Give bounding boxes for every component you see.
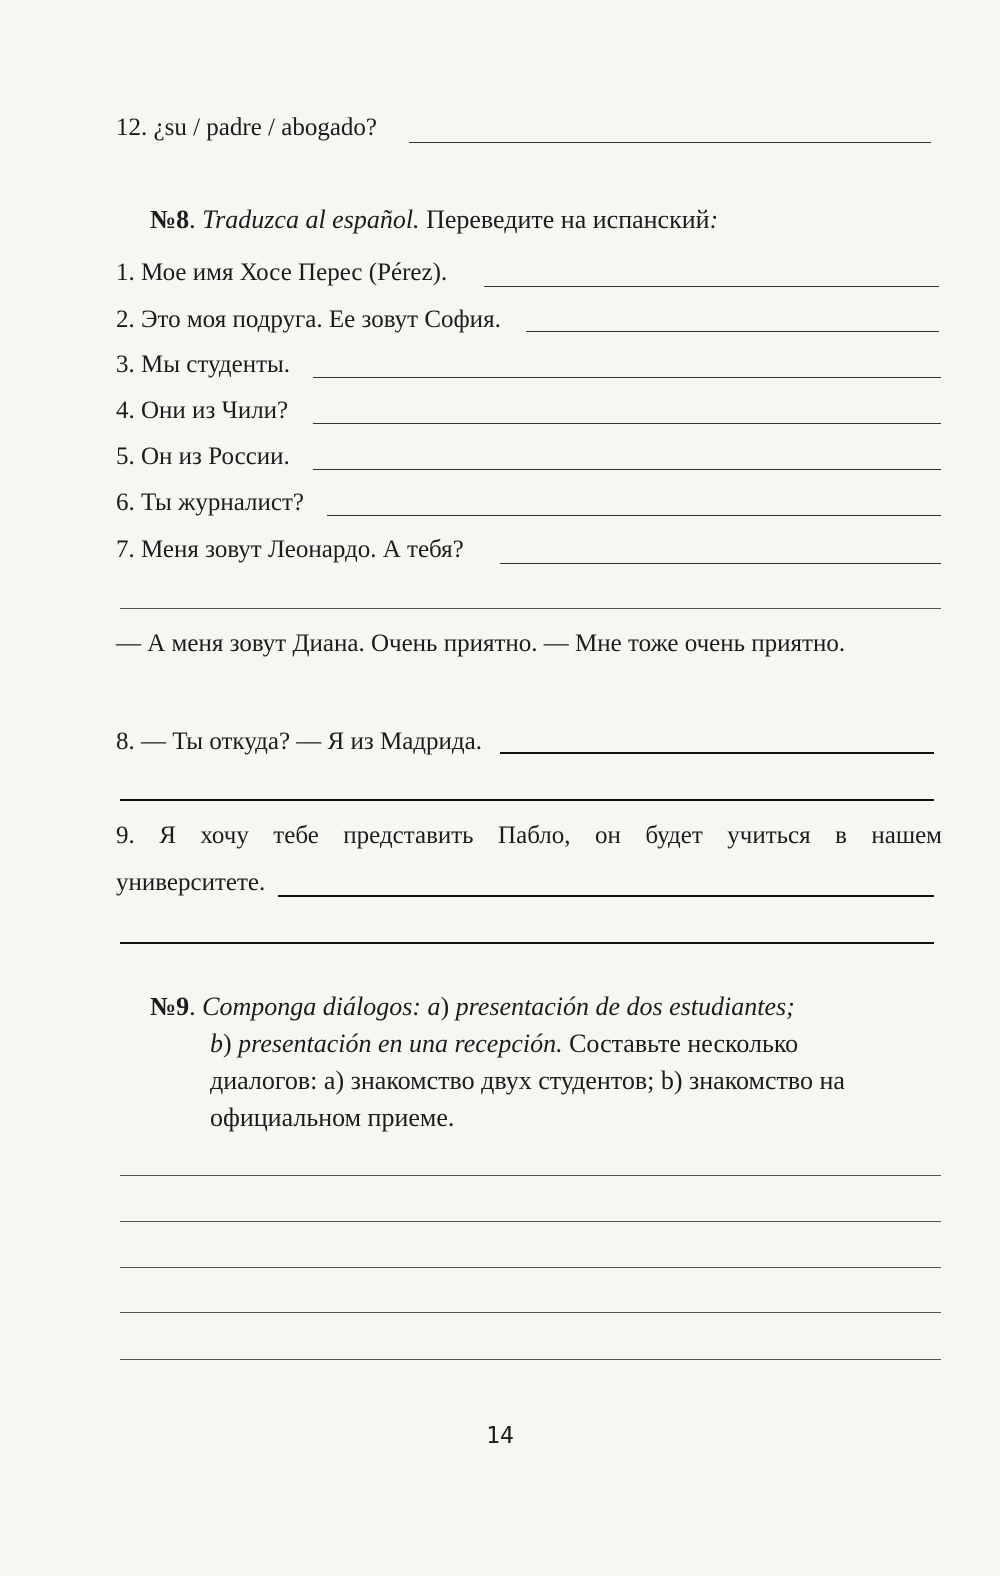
task-8-item-4: 4. Они из Чили? — [116, 397, 289, 424]
answer-line-7b[interactable] — [120, 608, 941, 609]
answer-line-6[interactable] — [327, 515, 941, 516]
answer-line-2[interactable] — [526, 331, 939, 332]
answer-line-dialog-2[interactable] — [120, 1221, 941, 1222]
answer-line-3[interactable] — [313, 377, 941, 378]
task-8-item-2: 2. Это моя подруга. Ее зовут София. — [116, 306, 501, 333]
task-9-line-4: официальном приеме. — [210, 1103, 455, 1132]
answer-line-9b[interactable] — [120, 942, 934, 944]
answer-line-5[interactable] — [313, 469, 941, 470]
task-8-item-8: 8. — Ты откуда? — Я из Мадрида. — [116, 728, 482, 755]
task-8-number: №8 — [150, 205, 190, 234]
task-8-title-es: Traduzca al español. — [202, 205, 420, 234]
task-8-item-9-line-2: университете. — [116, 869, 266, 896]
answer-line-8b[interactable] — [120, 799, 934, 801]
task-8-item-9-line-1: 9. Я хочу тебе представить Пабло, он будет учиться в нашем — [116, 822, 942, 849]
answer-line-dialog-1[interactable] — [120, 1175, 941, 1176]
item-12-text: 12. ¿su / padre / abogado? — [116, 114, 378, 141]
task-8-item-5: 5. Он из России. — [116, 443, 290, 470]
task-9-line-1: №9. Componga diálogos: a) presentación de dos estudiantes; — [150, 992, 795, 1021]
task-9-line-3: диалогов: a) знакомство двух студентов; b) знакомство на — [210, 1066, 845, 1095]
task-8-item-7: 7. Меня зовут Леонардо. А тебя? — [116, 536, 464, 563]
answer-line-dialog-3[interactable] — [120, 1267, 941, 1268]
answer-line-8[interactable] — [500, 752, 934, 754]
task-8-dialog-line: — А меня зовут Диана. Очень приятно. — Мне тоже очень приятно. — [116, 630, 846, 657]
task-8-item-1: 1. Мое имя Хосе Перес (Pérez). — [116, 259, 448, 286]
answer-line-7[interactable] — [500, 563, 941, 564]
answer-line-9[interactable] — [278, 895, 934, 897]
page-number: 14 — [486, 1423, 514, 1449]
answer-line-dialog-5[interactable] — [120, 1359, 941, 1360]
task-8-item-3: 3. Мы студенты. — [116, 351, 291, 378]
task-8-item-6: 6. Ты журналист? — [116, 489, 305, 516]
answer-line-1[interactable] — [484, 286, 939, 287]
task-8-heading: №8. Traduzca al español. Переведите на испанский: — [150, 205, 719, 234]
answer-line-12[interactable] — [409, 142, 931, 143]
answer-line-4[interactable] — [313, 423, 941, 424]
answer-line-dialog-4[interactable] — [120, 1312, 941, 1313]
task-9-line-2: b) presentación en una recepción. Составьте несколько — [210, 1029, 799, 1058]
task-9-number: №9 — [150, 992, 190, 1021]
task-8-title-ru: Переведите на испанский — [426, 205, 710, 234]
